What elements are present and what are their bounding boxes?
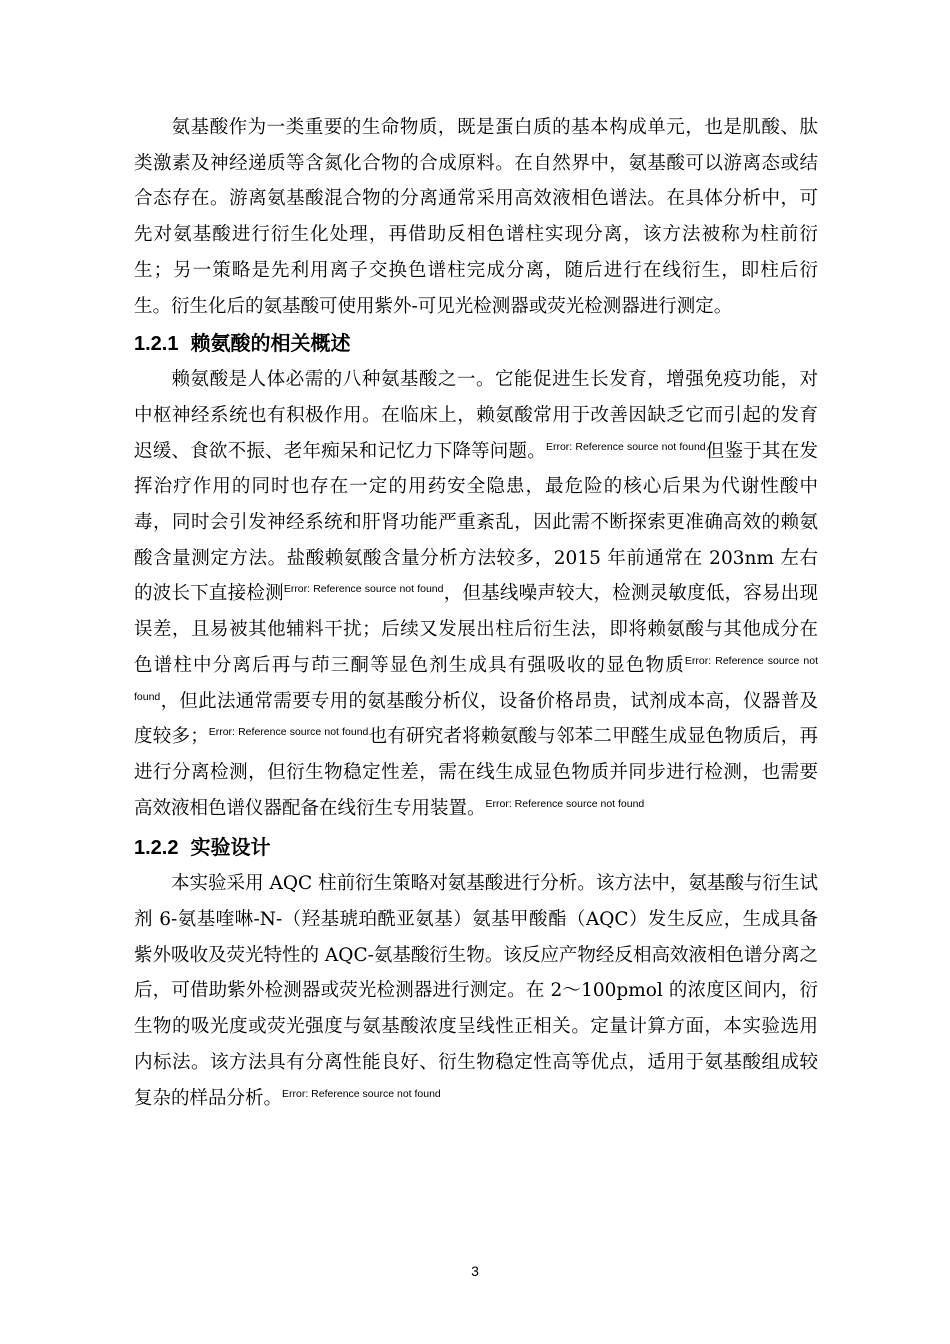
experiment-paragraph bbox=[134, 866, 818, 1116]
reference-error-citation: Error: Reference source not found bbox=[283, 583, 444, 596]
reference-error-citation: Error: Reference source not found bbox=[134, 654, 818, 703]
paragraph-text: ，但此法通常需要专用的氨基酸分析仪，设备价格昂贵，试剂成本高，仪器普及度较多； bbox=[134, 690, 818, 748]
reference-error-citation: Error: Reference source not found bbox=[282, 1087, 441, 1100]
section-number: 1.2.1 bbox=[134, 333, 179, 356]
reference-error-citation: Error: Reference source not found bbox=[485, 797, 645, 810]
paragraph-text: 也有研究者将赖氨酸与邻苯二甲醛生成显色物质后，再进行分离检测，但衍生物稳定性差，需在线生成显色物质并同步进行检测，也需要高效液相色谱仪器配备在线衍生专用装置。 bbox=[134, 726, 818, 819]
section-title: 实验设计 bbox=[190, 837, 271, 860]
section-heading-experiment-design bbox=[134, 834, 818, 862]
intro-paragraph bbox=[134, 110, 818, 324]
section-title: 赖氨酸的相关概述 bbox=[190, 333, 351, 356]
paragraph-text: 但鉴于其在发挥治疗作用的同时也存在一定的用药安全隐患，最危险的核心后果为代谢性酸中毒，同时会引发神经系统和肝肾功能严重紊乱，因此需不断探索更准确高效的赖氨酸含量测定方法。盐酸赖氨酸含量分析方法较多，2015 年前通常在 203nm 左右的波长下直接检测 bbox=[134, 440, 818, 605]
reference-error-citation: Error: Reference source not found bbox=[208, 726, 369, 739]
paragraph-text: 本实验采用 AQC 柱前衍生策略对氨基酸进行分析。该方法中，氨基酸与衍生试剂 6-氨基喹啉-N-（羟基琥珀酰亚氨基）氨基甲酸酯（AQC）发生反应，生成具备紫外吸收及荧光特性的 AQC-氨基酸衍生物。该反应产物经反相高效液相色谱分离之后，可借助紫外检测器或荧光检测器进行测定。在 2～100pmol 的浓度区间内，衍生物的吸光度或荧光强度与氨基酸浓度呈线性正相关。定量计算方面，本实验选用内标法。该方法具有分离性能良好、衍生物稳定性高等优点，适用于氨基酸组成较复杂的样品分析。 bbox=[134, 873, 818, 1109]
page-content bbox=[134, 110, 818, 1116]
intro-text: 氨基酸作为一类重要的生命物质，既是蛋白质的基本构成单元，也是肌酸、肽类激素及神经递质等含氮化合物的合成原料。在自然界中，氨基酸可以游离态或结合态存在。游离氨基酸混合物的分离通常采用高效液相色谱法。在具体分析中，可先对氨基酸进行衍生化处理，再借助反相色谱柱实现分离，该方法被称为柱前衍生；另一策略是先利用离子交换色谱柱完成分离，随后进行在线衍生，即柱后衍生。衍生化后的氨基酸可使用紫外-可见光检测器或荧光检测器进行测定。 bbox=[134, 117, 818, 317]
paragraph-text: ，但基线噪声较大，检测灵敏度低，容易出现误差，且易被其他辅料干扰；后续又发展出柱后衍生法，即将赖氨酸与其他成分在色谱柱中分离后再与茚三酮等显色剂生成具有强吸收的显色物质 bbox=[134, 583, 818, 676]
section-number: 1.2.2 bbox=[134, 837, 179, 860]
reference-error-citation: Error: Reference source not found bbox=[545, 440, 706, 453]
paragraph-text: 赖氨酸是人体必需的八种氨基酸之一。它能促进生长发育，增强免疫功能，对中枢神经系统也有积极作用。在临床上，赖氨酸常用于改善因缺乏它而引起的发育迟缓、食欲不振、老年痴呆和记忆力下降等问题。 bbox=[134, 369, 818, 462]
lysine-paragraph bbox=[134, 362, 818, 826]
page-number: 3 bbox=[471, 1263, 479, 1279]
section-heading-lysine bbox=[134, 330, 818, 358]
